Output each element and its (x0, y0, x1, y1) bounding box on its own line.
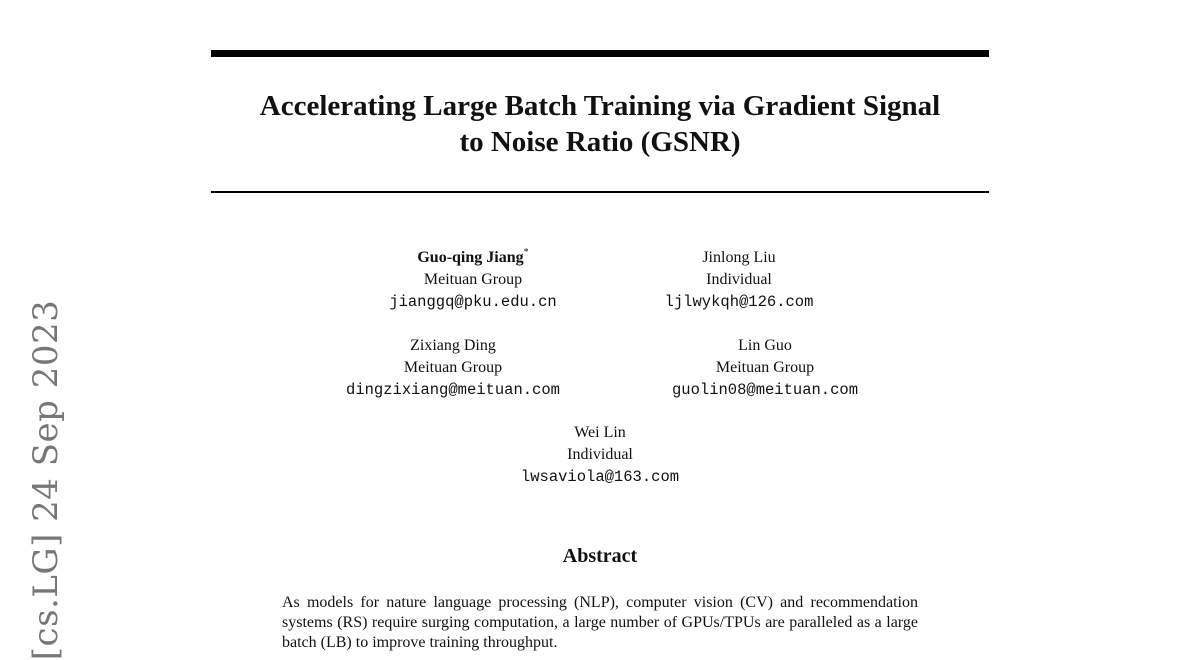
author-email: lwsaviola@163.com (520, 468, 680, 486)
author-name: Wei Lin (574, 424, 626, 441)
top-thick-rule (211, 50, 989, 57)
author-affiliation: Individual (706, 271, 772, 288)
author-name: Zixiang Ding (410, 337, 496, 354)
paper-title (200, 88, 1000, 160)
author-affiliation: Meituan Group (403, 359, 503, 376)
footnote-mark: * (523, 247, 529, 258)
author-affiliation: Individual (567, 446, 633, 463)
author-block-5 (440, 422, 760, 488)
author-affiliation: Meituan Group (423, 271, 523, 288)
author-affiliation: Meituan Group (715, 359, 815, 376)
title-line-2: to Noise Ratio (GSNR) (459, 126, 741, 158)
abstract-heading: Abstract (562, 545, 638, 567)
author-block-2 (579, 247, 899, 313)
author-block-4 (605, 335, 925, 401)
author-email: jianggq@pku.edu.cn (389, 293, 557, 311)
author-email: guolin08@meituan.com (671, 381, 859, 399)
author-email: dingzixiang@meituan.com (346, 381, 560, 399)
title-bottom-rule (211, 191, 989, 193)
author-block-3 (293, 335, 613, 401)
author-name: Jinlong Liu (702, 249, 776, 266)
arxiv-stamp-text: [cs.LG] 24 Sep 2023 (26, 299, 66, 660)
author-name: Lin Guo (738, 337, 792, 354)
author-email: ljlwykqh@126.com (664, 293, 814, 311)
abstract-body: As models for nature language processing (NLP), computer vision (CV) and recommendation systems (RS) require surging computation, a large number of GPUs/TPUs are paralleled as a large batch (LB) to improve training throughput. (282, 594, 918, 651)
author-name: Guo-qing Jiang* (417, 247, 529, 266)
title-line-1: Accelerating Large Batch Training via Gradient Signal (259, 90, 941, 122)
